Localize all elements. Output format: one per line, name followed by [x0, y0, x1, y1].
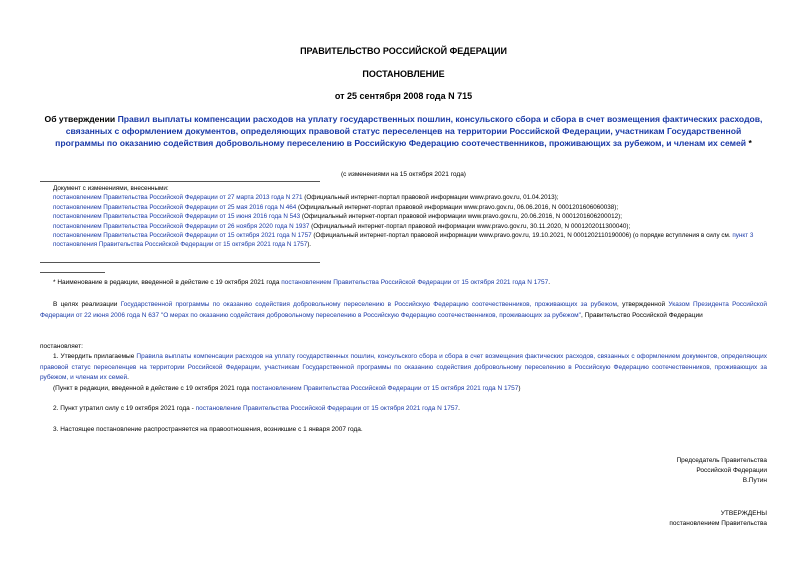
- amendment-item: постановлением Правительства Российской Федерации от 25 мая 2016 года N 464 (Официальный интернет-портал правовой информации www.pravo.gov.ru, 06.06.2016, N 0001201606060038);: [53, 203, 619, 211]
- amendment-item: постановлением Правительства Российской Федерации от 15 октября 2021 года N 1757 (Официальный интернет-портал правовой информации www.pravo.gov.ru, 19.10.2021, N 0001202110190006) (о порядке вступления в силу см. пункт 3 постановления Правительства Российской Федерации от 15 октября 2021 года N 1757).: [53, 232, 754, 249]
- amendment-link[interactable]: постановлением Правительства Российской Федерации от 15 июня 2016 года N 543: [53, 213, 301, 221]
- government-heading: ПРАВИТЕЛЬСТВО РОССИЙСКОЙ ФЕДЕРАЦИИ: [300, 46, 507, 56]
- amendments-list: [53, 184, 770, 250]
- title-suffix: *: [746, 138, 752, 148]
- document-type: ПОСТАНОВЛЕНИЕ: [362, 69, 445, 79]
- signature-name: В.Путин: [742, 477, 767, 484]
- state-program-link[interactable]: Государственной программы по оказанию содействия добровольному переселению в Российскую Федерацию соотечественников, проживающих за рубежом: [120, 301, 618, 308]
- top-divider: [40, 181, 320, 182]
- title-rules-link[interactable]: Правил выплаты компенсации расходов на уплату государственных пошлин, консульского сбора и сбора в счет возмещения фактических расходов, связанных с оформлением документов, определяющих правовой статус переселенцев на территории Российской Федерации, участникам Государственной программы по оказанию содействия добровольному переселению в Российскую Федерацию соотечественников, проживающих за рубежом, и членам их семей: [55, 114, 763, 148]
- approved-rules-link[interactable]: Правила выплаты компенсации расходов на уплату государственных пошлин, консульского сбора и сбора в счет возмещения фактических расходов, связанных с оформлением документов, определяющих правовой статус переселенцев на территории Российской Федерации, участникам Государственной программы по оказанию содействия добровольному переселению в Российскую Федерацию соотечественников, проживающих за рубежом, и членам их семей: [40, 353, 767, 381]
- footnote-divider: [40, 272, 105, 273]
- amendment-link[interactable]: постановлением Правительства Российской Федерации от 25 мая 2016 года N 464: [53, 203, 297, 211]
- presidential-decree-link[interactable]: Указом Президента Российской Федерации от 22 июня 2006 года N 637 "О мерах по оказанию содействия добровольному переселению в Российскую Федерацию соотечественников, проживающих за рубежом": [40, 301, 767, 319]
- footnote-link[interactable]: постановлением Правительства Российской Федерации от 15 октября 2021 года N 1757: [281, 279, 549, 286]
- amendments-divider: [40, 262, 320, 263]
- approved-block: [560, 509, 767, 529]
- document-title: [40, 113, 767, 149]
- amendment-item: постановлением Правительства Российской Федерации от 15 июня 2016 года N 543 (Официальный интернет-портал правовой информации www.pravo.gov.ru, 20.06.2016, N 0001201606200012);: [53, 213, 622, 221]
- amendment-item: постановлением Правительства Российской Федерации от 26 ноября 2020 года N 1937 (Официальный интернет-портал правовой информации www.pravo.gov.ru, 30.11.2020, N 0001202011300040);: [53, 222, 631, 230]
- amendment-link[interactable]: постановлением Правительства Российской Федерации от 15 октября 2021 года N 1757: [53, 232, 312, 240]
- item-3-paragraph: 3. Настоящее постановление распространяется на правоотношения, возникшие с 1 января 2007 года.: [53, 426, 363, 433]
- item-1-note-link[interactable]: постановлением Правительства Российской Федерации от 15 октября 2021 года N 1757: [251, 385, 519, 392]
- item-1-note: (Пункт в редакции, введенной в действие с 19 октября 2021 года постановлением Правительства Российской Федерации от 15 октября 2021 года N 1757): [53, 385, 521, 392]
- approved-heading: УТВЕРЖДЕНЫ: [720, 510, 767, 517]
- title-prefix: Об утверждении: [44, 114, 118, 124]
- signature-block: [560, 456, 767, 486]
- revision-note: (с изменениями на 15 октября 2021 года): [341, 171, 466, 178]
- document-date-number: от 25 сентября 2008 года N 715: [334, 91, 473, 101]
- item-2-paragraph: 2. Пункт утратил силу с 19 октября 2021 года - постановление Правительства Российской Федерации от 15 октября 2021 года N 1757.: [53, 405, 460, 412]
- item-1-paragraph: 1. Утвердить прилагаемые Правила выплаты компенсации расходов на уплату государственных пошлин, консульского сбора и сбора в счет возмещения фактических расходов, связанных с оформлением документов, определяющих правовой статус переселенцев на территории Российской Федерации, участникам Государственной программы по оказанию содействия добровольному переселению в Российскую Федерацию соотечественников, проживающих за рубежом, и членам их семей.: [40, 353, 767, 381]
- preamble-paragraph: В целях реализации Государственной программы по оказанию содействия добровольному переселению в Российскую Федерацию соотечественников, проживающих за рубежом, утвержденной Указом Президента Российской Федерации от 22 июня 2006 года N 637 "О мерах по оказанию содействия добровольному переселению в Российскую Федерацию соотечественников, проживающих за рубежом", Правительство Российской Федерации: [40, 301, 767, 319]
- item-2-link[interactable]: постановление Правительства Российской Федерации от 15 октября 2021 года N 1757: [195, 405, 459, 412]
- footnote: * Наименование в редакции, введенной в действие с 19 октября 2021 года постановлением Правительства Российской Федерации от 15 октября 2021 года N 1757.: [53, 279, 551, 286]
- decides-text: постановляет:: [40, 343, 83, 350]
- signature-position: Председатель Правительства: [676, 457, 767, 464]
- amendment-link[interactable]: постановлением Правительства Российской Федерации от 26 ноября 2020 года N 1937: [53, 222, 310, 230]
- amendment-effective-link[interactable]: пункт 3 постановления Правительства Российской Федерации от 15 октября 2021 года N 1757: [53, 232, 754, 249]
- approved-by: постановлением Правительства: [669, 520, 767, 527]
- signature-country: Российской Федерации: [696, 467, 767, 474]
- amendment-link[interactable]: постановлением Правительства Российской Федерации от 27 марта 2013 года N 271: [53, 194, 303, 202]
- amendments-intro: Документ с изменениями, внесенными:: [53, 185, 169, 192]
- amendment-item: постановлением Правительства Российской Федерации от 27 марта 2013 года N 271 (Официальный интернет-портал правовой информации www.pravo.gov.ru, 01.04.2013);: [53, 194, 559, 202]
